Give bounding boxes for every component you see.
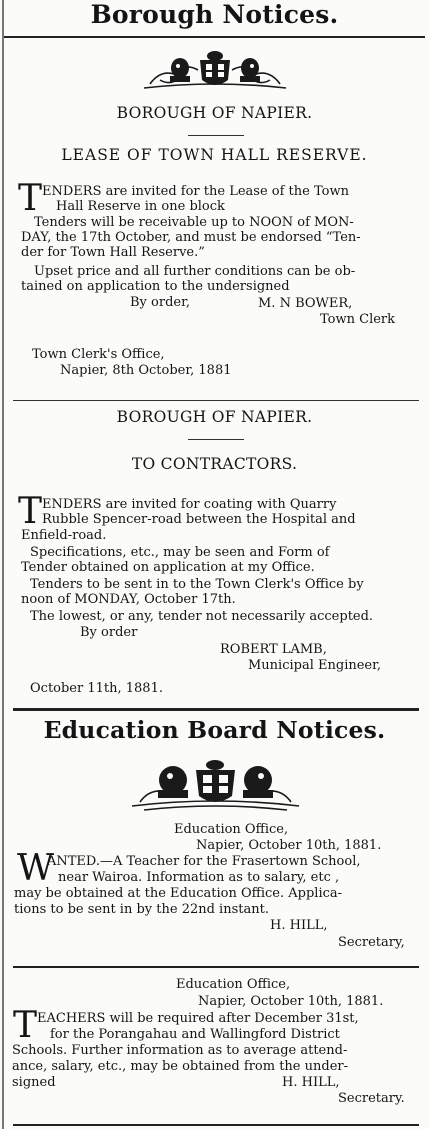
date-line: Napier, 8th October, 1881 [60, 363, 232, 378]
body-line: noon of MONDAY, October 17th. [21, 592, 236, 607]
signer-name: M. N BOWER, [258, 296, 353, 311]
body-line: tained on application to the undersigned [21, 279, 290, 294]
borough-org-title-1: BOROUGH OF NAPIER. [116, 104, 313, 122]
section-header-education: Education Board Notices. [43, 716, 386, 744]
section-divider [13, 708, 419, 711]
date-line: Napier, October 10th, 1881. [196, 838, 382, 853]
signer-title: Secretary. [338, 1091, 405, 1106]
by-order: By order, [130, 295, 191, 310]
date-line: October 11th, 1881. [30, 681, 163, 696]
body-line: der for Town Hall Reserve.” [21, 245, 205, 260]
body-line: Tenders to be sent in to the Town Clerk's Office by [30, 577, 364, 592]
body-line: may be obtained at the Education Office. Applica- [14, 886, 343, 901]
body-line: Schools. Further information as to average attend- [12, 1043, 348, 1058]
signer-name: H. HILL, [282, 1075, 340, 1090]
body-line: near Wairoa. Information as to salary, etc , [58, 870, 340, 885]
dropcap: T [18, 178, 43, 219]
office-line: Education Office, [174, 822, 289, 837]
signer-title: Secretary, [338, 935, 405, 950]
body-line: ance, salary, etc., may be obtained from the under- [12, 1059, 348, 1074]
body-line: tions to be sent in by the 22nd instant. [14, 902, 269, 917]
body-line: Tender obtained on application at my Office. [21, 560, 315, 575]
section-header-borough: Borough Notices. [90, 0, 339, 29]
body-line: ENDERS are invited for the Lease of the Town [42, 184, 349, 199]
body-line: Tenders will be receivable up to NOON of MON- [34, 215, 354, 230]
date-line: Napier, October 10th, 1881. [198, 994, 384, 1009]
coat-of-arms-emblem [140, 50, 290, 94]
body-line: Rubble Spencer-road between the Hospital and [42, 512, 356, 527]
contractors-title: TO CONTRACTORS. [131, 455, 298, 473]
office-line: Education Office, [176, 977, 291, 992]
signer-title: Town Clerk [320, 312, 396, 327]
body-line: Hall Reserve in one block [56, 199, 225, 214]
signer-title: Municipal Engineer, [248, 658, 382, 673]
header-rule [4, 36, 425, 38]
body-line: for the Porangahau and Wallingford District [50, 1027, 340, 1042]
body-line: DAY, the 17th October, and must be endorsed “Ten- [21, 230, 361, 245]
body-line: Upset price and all further conditions can be ob- [34, 264, 356, 279]
by-order: By order [80, 625, 138, 640]
office-line: Town Clerk's Office, [32, 347, 165, 362]
signer-name: ROBERT LAMB, [220, 642, 327, 657]
notice-divider [13, 966, 419, 968]
column-edge-line [2, 0, 4, 1129]
signer-name: H. HILL, [270, 918, 328, 933]
dropcap: W [17, 848, 55, 889]
body-line: Enfield-road. [21, 528, 107, 543]
short-rule [188, 135, 244, 136]
lease-title: LEASE OF TOWN HALL RESERVE. [61, 146, 368, 164]
short-rule [188, 439, 244, 440]
body-line: EACHERS will be required after December 31st, [37, 1011, 359, 1026]
body-line: The lowest, or any, tender not necessarily accepted. [30, 609, 374, 624]
dropcap: T [13, 1005, 38, 1046]
body-line: Specifications, etc., may be seen and Form of [30, 545, 330, 560]
body-line: signed [12, 1075, 56, 1090]
body-line: ENDERS are invited for coating with Quarry [42, 497, 337, 512]
dropcap: T [18, 491, 43, 532]
coat-of-arms-emblem [128, 758, 303, 816]
body-line: ANTED.—A Teacher for the Frasertown School, [47, 854, 361, 869]
borough-org-title-2: BOROUGH OF NAPIER. [116, 408, 313, 426]
bottom-rule [13, 1124, 419, 1126]
notice-divider [13, 400, 419, 401]
